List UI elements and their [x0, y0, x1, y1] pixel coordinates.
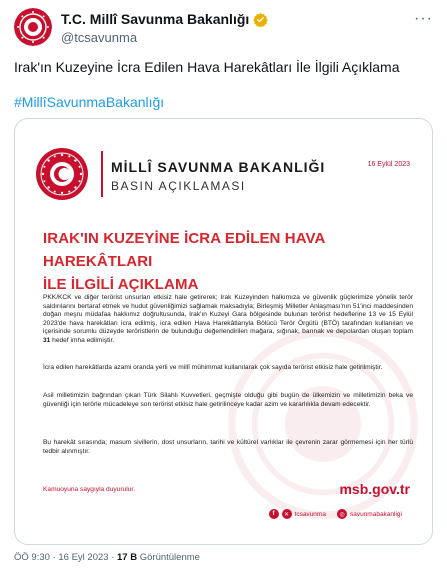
document-type: BASIN AÇIKLAMASI [111, 179, 246, 193]
avatar[interactable] [14, 8, 52, 46]
views-label: Görüntülenme [139, 552, 200, 563]
x-icon: ✕ [282, 509, 292, 519]
website-label: msb.gov.tr [339, 481, 410, 497]
account-info [61, 11, 268, 45]
paragraph-1 [43, 294, 413, 346]
tweet-meta [14, 552, 200, 563]
meta-separator-2: · [111, 552, 115, 563]
verified-badge-icon [253, 12, 268, 27]
target-count: 31 [43, 336, 51, 344]
instagram-icon: ◎ [337, 509, 347, 519]
account-handle[interactable]: @tcsavunma [61, 30, 138, 45]
views-count: 17 B [117, 552, 138, 563]
paragraph-2: İcra edilen harekâtlarda azami oranda yerli ve millî mühimmat kullanılarak çok sayıda terörist etkisiz hale getirilmiştir. [43, 364, 383, 371]
ministry-emblem-icon [35, 147, 89, 201]
social-links [269, 509, 410, 519]
tweet-date[interactable]: 16 Eyl 2023 [58, 552, 109, 563]
social-handle-2: savunmabakanligi [349, 510, 402, 518]
tweet-header [14, 6, 433, 50]
press-release-document [15, 119, 432, 544]
hashtag-link[interactable]: #MillîSavunmaBakanlığı [14, 94, 165, 110]
display-name[interactable]: T.C. Millî Savunma Bakanlığı [61, 11, 250, 27]
document-title [43, 227, 413, 296]
paragraph-1-end: hedef imha edilmiştir. [50, 336, 115, 344]
meta-separator: · [52, 552, 56, 563]
document-title-line-1: IRAK'IN KUZEYİNE İCRA EDİLEN HAVA HAREKÂTLARI [43, 230, 325, 270]
paragraph-1-text: PKK/KCK ve diğer terörist unsurları etkisiz hale getirerek; Irak Kuzeyinden halkımıza ve güvenlik güçlerimize yönelik terör saldırılarını bertaraf etmek ve hudut güvenliğimizi sağlamak maksadıyla; Birleşmiş Milletler Anlaşması'nın 51'inci maddesinden doğan meşru müdafaa hakkımız doğrultusunda, Irak'ın Kuzeyi Gara bölgesinde bulunan terörist hedeflerine 13 ve 15 Eylül 2023'de hava harekâtları icra edilmiş, icra edilen Hava Harekâtlarıyla Bölücü Terör Örgütü (BTÖ) tarafından kullanılan ve içerisinde sorumlu düzeyde teröristlerin de bulunduğu değerlendirilen mağara, sığınak, barınak ve depolardan oluşan toplam [43, 294, 413, 336]
paragraph-4: Bu harekât sırasında; masum sivillerin, dost unsurların, tarihi ve kültürel varlıklar ile çevrenin zarar görmemesi için her türlü tedbir alınmıştır. [43, 439, 413, 455]
paragraph-3: Asil milletimizin bağrından çıkan Türk Silahlı Kuvvetleri, geçmişte olduğu gibi bugün de ülkemizin ve milletimizin beka ve güvenliği için terörle mücadeleye son terörist etkisiz hale getirilinceye kadar azim ve kararlılıkla devam edecektir. [43, 392, 413, 408]
more-icon[interactable]: ··· [414, 10, 433, 27]
header-divider [101, 151, 103, 197]
document-title-line-2: İLE İLGİLİ AÇIKLAMA [43, 276, 199, 293]
closing-line: Kamuoyuna saygıyla duyurulur. [43, 486, 135, 493]
facebook-icon: f [269, 509, 279, 519]
ministry-name: MİLLÎ SAVUNMA BAKANLIĞI [111, 159, 326, 175]
tweet-time[interactable]: ÖÖ 9:30 [14, 552, 50, 563]
tweet-image[interactable] [14, 118, 433, 545]
tweet-text: Irak'ın Kuzeyine İcra Edilen Hava Harekâtları İle İlgili Açıklama [14, 59, 400, 75]
social-handle-1: tcsavunma [294, 510, 326, 518]
document-date: 16 Eylül 2023 [367, 161, 410, 168]
